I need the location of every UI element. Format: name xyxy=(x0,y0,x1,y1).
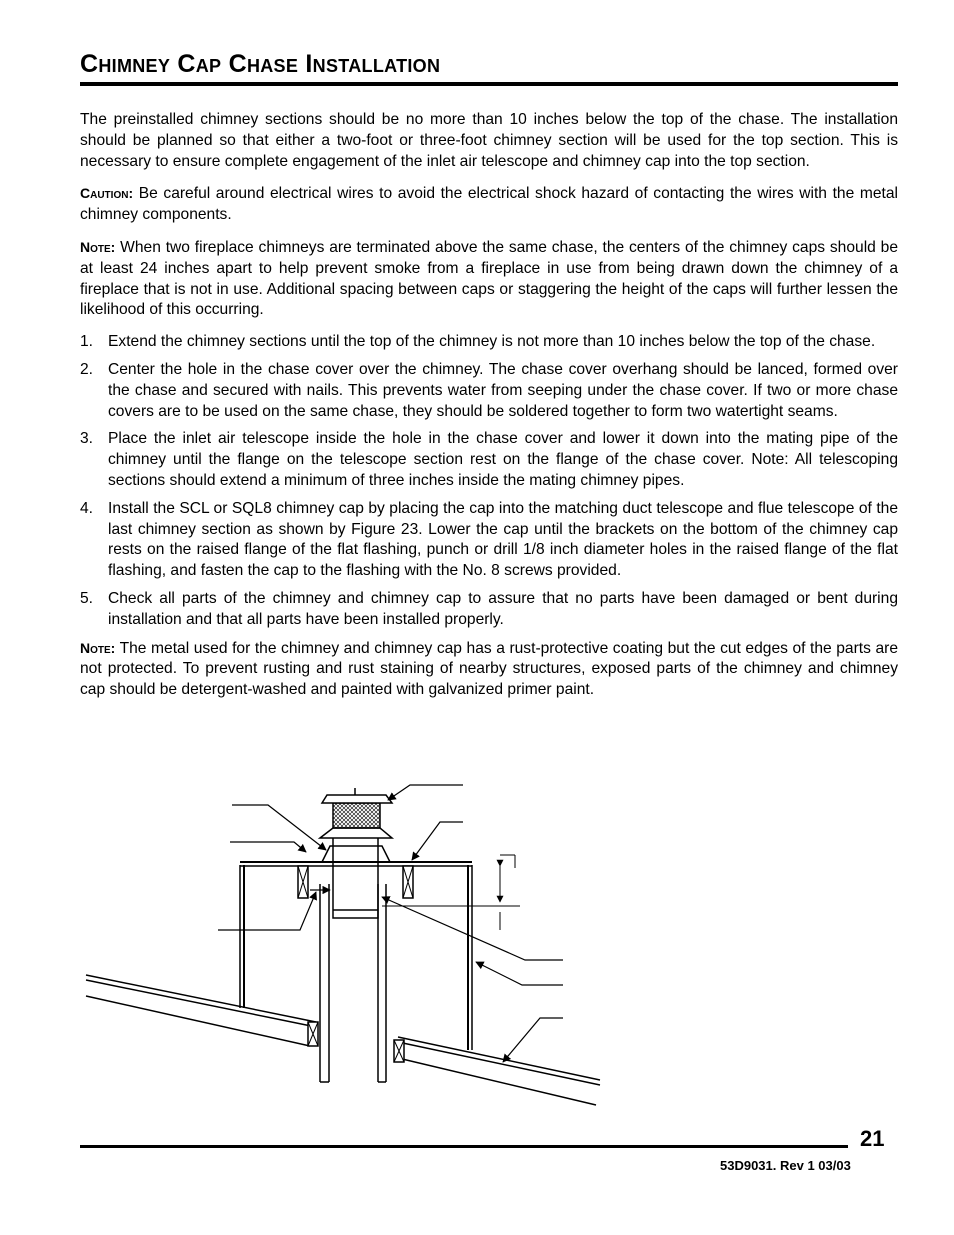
right-roof-section xyxy=(394,1037,600,1105)
note-text: The metal used for the chimney and chimney cap has a rust-protective coating but the cut edges of the parts are not protected. To prevent rusting and rust staining of nearby structures, exposed parts of the chimney and chimney cap should be detergent-washed and painted with galvanized primer paint. xyxy=(80,639,898,699)
step-text: Center the hole in the chase cover over the chimney. The chase cover overhang should be lanced, formed over the chase and secured with nails. This prevents water from seeping under the chase cover. If two or more chase covers are to be used on the same chase, they should be soldered together to form two watertight seams. xyxy=(108,360,898,420)
left-roof-section xyxy=(86,975,318,1046)
step-text: Extend the chimney sections until the top of the chimney is not more than 10 inches below the top of the chase. xyxy=(108,333,876,351)
step-item xyxy=(80,499,898,582)
chase-frame xyxy=(240,862,472,1050)
step-item xyxy=(80,360,898,422)
footer-rule xyxy=(80,1145,848,1148)
step-number: 5. xyxy=(80,589,94,607)
step-number: 1. xyxy=(80,333,94,351)
step-number: 3. xyxy=(80,430,94,448)
step-item xyxy=(80,589,898,631)
leader-lines xyxy=(218,785,563,1062)
body-content xyxy=(80,110,898,712)
step-text: Install the SCL or SQL8 chimney cap by placing the cap into the matching duct telescope and flue telescope of the last chimney section as shown by Figure 23. Lower the cap until the brackets on the bottom of the chimney cap rests on the raised flange of the flat flashing, punch or drill 1/8 inch diameter holes in the raised flange of the flat flashing, and fasten the cap to the flashing with the No. 8 screws provided. xyxy=(108,499,898,580)
note-label: Note: xyxy=(80,238,116,255)
step-text: Place the inlet air telescope inside the hole in the chase cover and lower it down into the mating pipe of the chimney until the flange on the telescope section rest on the flange of the chase cover. Note: All telescoping sections should extend a minimum of three inches inside the mating chimney pipes. xyxy=(108,430,898,489)
step-number: 2. xyxy=(80,360,94,378)
chimney-pipe xyxy=(320,836,390,1082)
caution-paragraph xyxy=(80,183,898,226)
step-item xyxy=(80,429,898,491)
step-text: Check all parts of the chimney and chimney cap to assure that no parts have been damaged or bent during installation and that all parts have been installed properly. xyxy=(108,589,898,628)
step-number: 4. xyxy=(80,499,94,517)
page-number: 21 xyxy=(860,1126,885,1151)
document-code: 53D9031. Rev 1 03/03 xyxy=(720,1158,851,1173)
caution-text: Be careful around electrical wires to avoid the electrical shock hazard of contacting the wires with the metal chimney components. xyxy=(80,185,898,224)
installation-steps xyxy=(80,332,898,630)
chimney-cap xyxy=(320,788,392,838)
title-rule xyxy=(80,82,898,86)
note-paragraph-2 xyxy=(80,638,898,701)
intro-paragraph: The preinstalled chimney sections should be no more than 10 inches below the top of the chase. The installation should be planned so that either a two-foot or three-foot chimney section will be used for the top section. This is necessary to ensure complete engagement of the inlet air telescope and chimney cap into the top section. xyxy=(80,111,898,170)
caution-label: Caution: xyxy=(80,185,134,202)
page-title: Chimney Cap Chase Installation xyxy=(80,50,441,78)
step-item xyxy=(80,332,898,353)
note-paragraph xyxy=(80,237,898,321)
note-text: When two fireplace chimneys are terminated above the same chase, the centers of the chimney caps should be at least 24 inches apart to help prevent smoke from a fireplace in use from being drawn down the chimney of a fireplace that is not in use. Additional spacing between caps or staggering the height of the caps will further lessen the likelihood of this occurring. xyxy=(80,238,898,319)
note-label: Note: xyxy=(80,639,116,656)
chase-installation-diagram xyxy=(0,760,954,1120)
